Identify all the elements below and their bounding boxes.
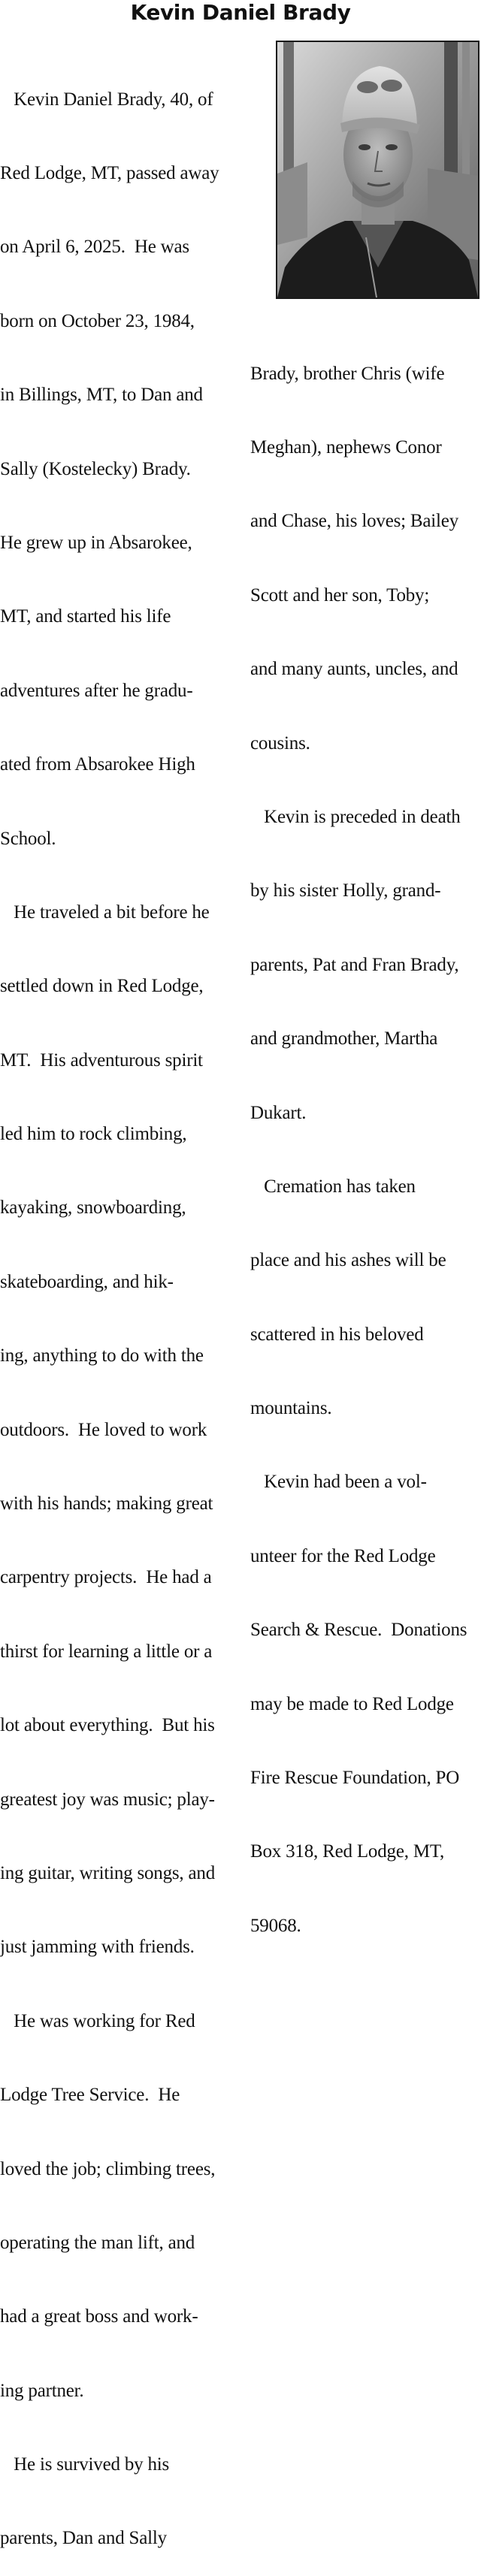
text-line: ing guitar, writing songs, and [0,1862,216,1883]
text-line: Lodge Tree Service. He [0,2085,180,2106]
text-line: kayaking, snowboarding, [0,1197,186,1219]
text-line: parents, Dan and Sally [0,2528,167,2549]
text-line: ing partner. [0,2380,84,2401]
text-line: led him to rock climbing, [0,1124,187,1145]
text-line: He is survived by his [0,2454,170,2475]
text-line: School. [0,828,56,849]
text-line: loved the job; climbing trees, [0,2158,216,2179]
text-line: MT. His adventurous spirit [0,1049,203,1071]
text-line: Kevin Daniel Brady, 40, of [0,89,213,110]
text-line: Meghan), nephews Conor [250,436,442,458]
text-line: He grew up in Absarokee, [0,532,192,553]
text-line: mountains. [250,1398,332,1419]
text-line: Brady, brother Chris (wife [250,363,445,384]
text-line: in Billings, MT, to Dan and [0,385,203,406]
text-line: thirst for learning a little or a [0,1641,213,1662]
obituary-left-column [0,38,234,2576]
text-line: Sally (Kostelecky) Brady. [0,458,191,479]
text-line: He was working for Red [0,2010,195,2031]
text-line: 59068. [250,1915,301,1936]
text-line: just jamming with friends. [0,1937,195,1958]
text-line: He traveled a bit before he [0,901,210,923]
portrait-image [277,42,478,297]
text-line: Kevin had been a vol- [250,1472,427,1493]
obituary-right-column [250,313,481,1963]
text-line: with his hands; making great [0,1493,213,1514]
text-line: lot about everything. But his [0,1715,215,1736]
text-line: skateboarding, and hik- [0,1271,174,1292]
text-line: cousins. [250,732,310,753]
text-line: ated from Absarokee High [0,754,195,775]
text-line: and Chase, his loves; Bailey [250,511,458,532]
text-line: Dukart. [250,1102,307,1123]
obituary-title: Kevin Daniel Brady [130,0,351,25]
text-line: place and his ashes will be [250,1250,446,1271]
text-line: Fire Rescue Foundation, PO [250,1768,460,1789]
text-line: Box 318, Red Lodge, MT, [250,1841,445,1862]
text-line: parents, Pat and Fran Brady, [250,954,459,975]
text-line: may be made to Red Lodge [250,1693,454,1714]
text-line: operating the man lift, and [0,2232,195,2253]
text-line: MT, and started his life [0,606,171,627]
text-line: ing, anything to do with the [0,1345,204,1367]
text-line: Red Lodge, MT, passed away [0,162,219,183]
text-line: scattered in his beloved [250,1324,424,1345]
text-line: outdoors. He loved to work [0,1419,207,1440]
text-line: greatest joy was music; play- [0,1789,215,1810]
text-line: born on October 23, 1984, [0,310,195,331]
text-line: had a great boss and work- [0,2306,198,2327]
text-line: adventures after he gradu- [0,680,193,701]
text-line: unteer for the Red Lodge [250,1545,436,1566]
text-line: Kevin is preceded in death [250,806,461,827]
text-line: Scott and her son, Toby; [250,584,430,605]
text-line: and grandmother, Martha [250,1028,438,1049]
text-line: on April 6, 2025. He was [0,237,189,258]
text-line: and many aunts, uncles, and [250,659,458,680]
text-line: Search & Rescue. Donations [250,1620,467,1641]
text-line: Cremation has taken [250,1176,416,1197]
text-line: by his sister Holly, grand- [250,880,441,901]
text-line: carpentry projects. He had a [0,1567,212,1588]
portrait-photo [276,41,479,299]
text-line: settled down in Red Lodge, [0,976,204,997]
